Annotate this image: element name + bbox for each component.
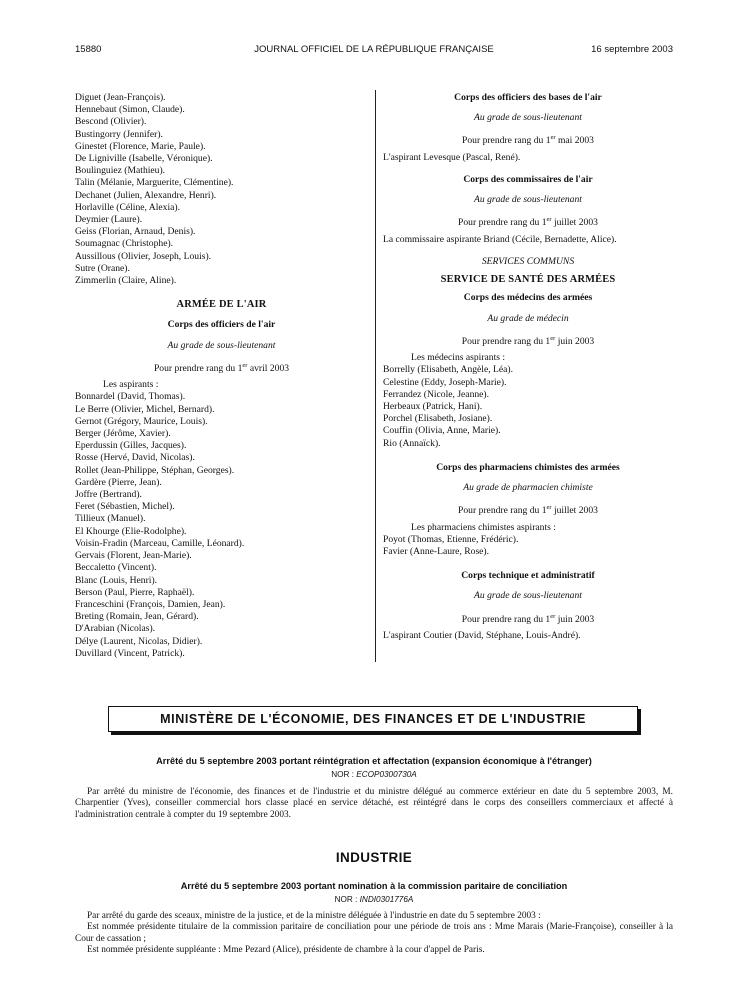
section-title-armee-air: ARMÉE DE L'AIR bbox=[176, 299, 267, 311]
rang-line: Pour prendre rang du 1er avril 2003 bbox=[153, 361, 290, 375]
list-item: Le Berre (Olivier, Michel, Bernard). bbox=[75, 403, 215, 415]
list-item: Zimmerlin (Claire, Aline). bbox=[75, 275, 177, 287]
list-item: Rosse (Hervé, David, Nicolas). bbox=[75, 452, 195, 464]
list-item: Eperdussin (Gilles, Jacques). bbox=[75, 440, 187, 452]
list-item: Bustingorry (Jennifer). bbox=[75, 128, 163, 140]
page-number: 15880 bbox=[75, 44, 102, 55]
names-list-top bbox=[75, 92, 368, 287]
corps-title-commissaires: Corps des commissaires de l'air bbox=[463, 174, 593, 185]
list-item: Bonnardel (David, Thomas). bbox=[75, 391, 186, 403]
list-item: El Khourge (Elie-Rodolphe). bbox=[75, 525, 187, 537]
corps-title-technique: Corps technique et administratif bbox=[461, 570, 595, 582]
ministry-title-box: MINISTÈRE DE L'ÉCONOMIE, DES FINANCES ET DE L'INDUSTRIE bbox=[108, 706, 638, 732]
list-item: Boulinguiez (Mathieu). bbox=[75, 165, 166, 177]
list-item: Berger (Jérôme, Xavier). bbox=[75, 428, 171, 440]
aspirants-intro: Les aspirants : bbox=[103, 379, 159, 391]
list-item: Porchel (Elisabeth, Josiane). bbox=[383, 413, 493, 425]
list-item: Rio (Annaïck). bbox=[383, 437, 441, 449]
rang-line: Pour prendre rang du 1er juillet 2003 bbox=[458, 504, 598, 517]
industrie-heading: INDUSTRIE bbox=[335, 850, 413, 865]
list-item: Geiss (Florian, Arnaud, Denis). bbox=[75, 226, 196, 238]
list-item: Gervais (Florent, Jean-Marie). bbox=[75, 550, 192, 562]
arrete-title-reintegration: Arrêté du 5 septembre 2003 portant réintégration et affectation (expansion économique à l'étranger) bbox=[156, 756, 592, 766]
grade-line: Au grade de sous-lieutenant bbox=[167, 339, 276, 351]
list-item: Talin (Mélanie, Marguerite, Clémentine). bbox=[75, 177, 234, 189]
arrete-title-nomination: Arrêté du 5 septembre 2003 portant nomination à la commission paritaire de conciliation bbox=[180, 881, 568, 891]
column-separator bbox=[375, 90, 376, 662]
list-item: Ferrandez (Nicole, Jeanne). bbox=[383, 388, 490, 400]
list-item: Breting (Romain, Jean, Gérard). bbox=[75, 611, 199, 623]
arrete-body-reintegration: Par arrêté du ministre de l'économie, des finances et de l'industrie et du ministre délégué au commerce extérieur en date du 5 septembre 2003, M. Charpentier (Yves), conseiller commercial hors classe placé en service détaché, est réintégré dans le corps des conseillers commerciaux et affecté à l'administration centrale à compter du 19 septembre 2003. bbox=[75, 787, 673, 820]
pharmaciens-intro: Les pharmaciens chimistes aspirants : bbox=[411, 521, 556, 533]
medecins-list bbox=[383, 364, 673, 449]
list-item: Herbeaux (Patrick, Hani). bbox=[383, 401, 483, 413]
corps-title-pharmaciens: Corps des pharmaciens chimistes des armées bbox=[436, 461, 620, 473]
grade-line: Au grade de sous-lieutenant bbox=[474, 590, 582, 602]
nor-reference: NOR : ECOP0300730A bbox=[331, 770, 417, 779]
list-item: Rollet (Jean-Philippe, Stéphan, Georges). bbox=[75, 464, 235, 476]
rang-line: Pour prendre rang du 1er juin 2003 bbox=[461, 612, 595, 625]
services-communs-heading: SERVICES COMMUNS bbox=[481, 256, 575, 267]
rang-line: Pour prendre rang du 1er juillet 2003 bbox=[458, 216, 598, 229]
arrete-body-nomination: Par arrêté du garde des sceaux, ministre de la justice, et de la ministre déléguée à l'industrie en date du 5 septembre 2003 : Est nommée présidente titulaire de la commission paritaire de conciliation pour une période de trois ans : Mme Marais (Marie-Françoise), conseiller à la Cour de cassation ; Est nommée présidente suppléante : Mme Pezard (Alice), présidente de chambre à la cour d'appel de Paris. bbox=[75, 911, 673, 956]
list-item: Favier (Anne-Laure, Rose). bbox=[383, 546, 490, 558]
list-item: Poyot (Thomas, Etienne, Frédéric). bbox=[383, 533, 519, 545]
left-column bbox=[75, 92, 368, 660]
list-item: Horlaville (Céline, Alexia). bbox=[75, 201, 180, 213]
list-item: Aussillous (Olivier, Joseph, Louis). bbox=[75, 250, 212, 262]
list-item: Beccaletto (Vincent). bbox=[75, 562, 157, 574]
list-item: Délye (Laurent, Nicolas, Didier). bbox=[75, 635, 203, 647]
corps-title: Corps des officiers de l'air bbox=[167, 319, 276, 331]
grade-line: Au grade de pharmacien chimiste bbox=[463, 482, 593, 494]
rang-line: Pour prendre rang du 1er juin 2003 bbox=[461, 334, 595, 347]
list-item: Duvillard (Vincent, Patrick). bbox=[75, 647, 185, 659]
list-item: Borrelly (Elisabeth, Angèle, Léa). bbox=[383, 364, 514, 376]
list-item: Gernot (Grégory, Maurice, Louis). bbox=[75, 415, 208, 427]
list-item: Ginestet (Florence, Marie, Paule). bbox=[75, 140, 206, 152]
list-item: Tillieux (Manuel). bbox=[75, 513, 146, 525]
list-item: Voisin-Fradin (Marceau, Camille, Léonard). bbox=[75, 537, 245, 549]
list-item: Soumagnac (Christophe). bbox=[75, 238, 174, 250]
entry-levesque: L'aspirant Levesque (Pascal, René). bbox=[383, 151, 521, 163]
list-item: Deymier (Laure). bbox=[75, 214, 143, 226]
journal-title: JOURNAL OFFICIEL DE LA RÉPUBLIQUE FRANÇAISE bbox=[254, 44, 494, 55]
list-item: De Ligniville (Isabelle, Véronique). bbox=[75, 153, 213, 165]
list-item: Feret (Sébastien, Michel). bbox=[75, 501, 175, 513]
aspirants-list bbox=[75, 391, 368, 659]
medecins-intro: Les médecins aspirants : bbox=[411, 352, 506, 364]
nor-reference: NOR : INDI0301776A bbox=[334, 895, 414, 904]
grade-line: Au grade de sous-lieutenant bbox=[474, 194, 582, 206]
list-item: Blanc (Louis, Henri). bbox=[75, 574, 158, 586]
list-item: Franceschini (François, Damien, Jean). bbox=[75, 598, 226, 610]
list-item: Couffin (Olivia, Anne, Marie). bbox=[383, 425, 501, 437]
list-item: Celestine (Eddy, Joseph-Marie). bbox=[383, 376, 507, 388]
issue-date: 16 septembre 2003 bbox=[591, 44, 673, 55]
list-item: D'Arabian (Nicolas). bbox=[75, 623, 156, 635]
list-item: Dechanet (Julien, Alexandre, Henri). bbox=[75, 189, 217, 201]
corps-title-medecins: Corps des médecins des armées bbox=[463, 292, 593, 304]
service-sante-heading: SERVICE DE SANTÉ DES ARMÉES bbox=[440, 274, 616, 286]
grade-line: Au grade de sous-lieutenant bbox=[474, 112, 582, 124]
list-item: Berson (Paul, Pierre, Raphaël). bbox=[75, 586, 195, 598]
list-item: Hennebaut (Simon, Claude). bbox=[75, 104, 185, 116]
entry-coutier: L'aspirant Coutier (David, Stéphane, Louis-André). bbox=[383, 630, 581, 642]
list-item: Sutre (Orane). bbox=[75, 262, 130, 274]
rang-line: Pour prendre rang du 1er mai 2003 bbox=[462, 134, 594, 147]
list-item: Diguet (Jean-François). bbox=[75, 92, 166, 103]
list-item: Gardère (Pierre, Jean). bbox=[75, 476, 162, 488]
grade-line: Au grade de médecin bbox=[487, 312, 569, 324]
right-column bbox=[383, 92, 673, 642]
running-header bbox=[75, 44, 673, 58]
list-item: Bescond (Olivier). bbox=[75, 116, 147, 128]
corps-title-bases: Corps des officiers des bases de l'air bbox=[454, 92, 602, 103]
pharmaciens-list bbox=[383, 534, 673, 558]
entry-briand: La commissaire aspirante Briand (Cécile, Bernadette, Alice). bbox=[383, 233, 617, 245]
list-item: Joffre (Bertrand). bbox=[75, 489, 142, 501]
